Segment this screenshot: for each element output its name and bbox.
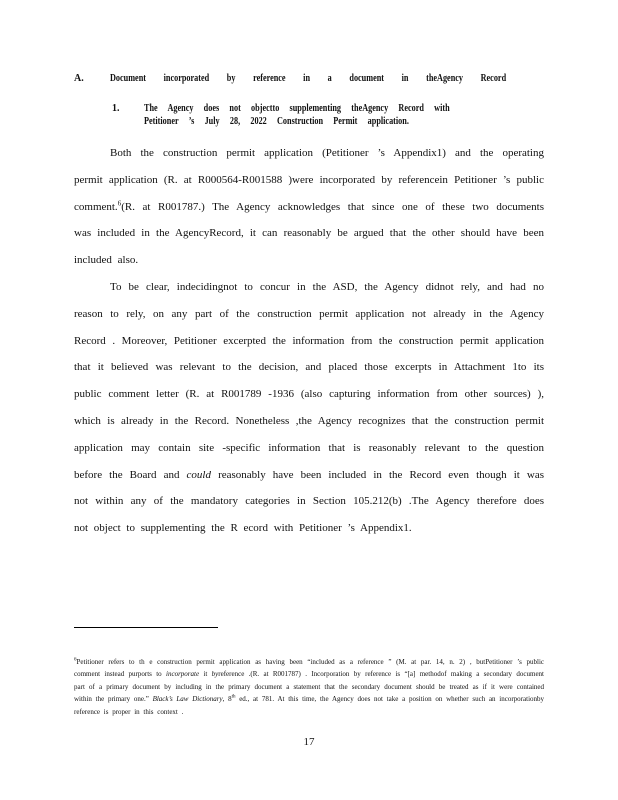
paragraph-1 [74, 140, 544, 274]
footnote-divider [74, 627, 218, 628]
footnote-sup-th: th [231, 694, 236, 700]
footnote-text-c: reference .(R. at R001787) . Incorporation by reference is “[a] methodof making a secondary document part of a primary document by including in the primary document a statement that the secondary document should be treated as if it were contained within the primary one.” [74, 670, 544, 704]
footnote-text-b: it [203, 670, 208, 679]
footnote-italic-3: Black’s Law Dictionary [152, 695, 223, 704]
body-text [74, 140, 544, 542]
paragraph-2-text-b: reasonably have been included in the Record even though it was not within any of the mandatory categories in Section 105.212(b) .The Agency therefore does not object to supplementing the R ecord with Petitioner ’s Appendix1. [74, 468, 545, 535]
subsection-title-line1: The Agency does not objectto supplementing theAgency Record with [144, 103, 450, 114]
subsection-title-line2: Petitioner ’s July 28, 2022 Construction Permit application. [144, 116, 409, 127]
paragraph-2-italic: could [186, 468, 211, 481]
footnote-italic-2: by [211, 670, 219, 679]
paragraph-2-text-a: To be clear, indecidingnot to concur in the ASD, the Agency didnot rely, and had no reason to rely, on any part of the construction permit application not already in the Agency Record . Moreover, Petitioner excerpted the information from the construction permit application that it believed was relevant to the decision, and placed those excerpts in Attachment 1to its public comment letter (R. at R001789 -1936 (also capturing information from other sources) ), which is already in the Record. Nonetheless ,the Agency recognizes that the construction permit application may contain site -specific information that is reasonably relevant to the question before the Board and [74, 280, 544, 481]
paragraph-1-text-b: (R. at R001787.) The Agency acknowledges that since one of these two documents was included in the AgencyRecord, it can reasonably be argued that the other should have been included also. [74, 200, 544, 267]
section-letter: A. [74, 73, 84, 84]
paragraph-2 [74, 274, 544, 542]
footnote-italic-1: incorporate [166, 670, 200, 679]
footnote-text-d: , 8 [222, 695, 232, 704]
section-title: Document incorporated by reference in a document in theAgency Record [110, 73, 507, 84]
paragraph-1-text-a: Both the construction permit application (Petitioner ’s Appendix1) and the operating permit application (R. at R000564-R001588 )were incorporated by referencein Petitioner ’s public comment. [74, 147, 544, 213]
footnote-text-a: Petitioner refers to th e construction permit application as having been “included as a reference ” (M. at par. 14, n. 2) , butPetitioner ’s public comment instead purports to [74, 658, 544, 679]
footnote-reference: 6 [117, 198, 122, 207]
footnote [74, 656, 544, 718]
page-number: 17 [303, 736, 315, 748]
subsection-number: 1. [112, 103, 120, 114]
footnote-text-e: ed., at 781. At this time, the Agency does not take a position on whether such an incorporationby reference is proper in this context . [74, 695, 545, 716]
footnote-marker: 6 [74, 657, 77, 663]
